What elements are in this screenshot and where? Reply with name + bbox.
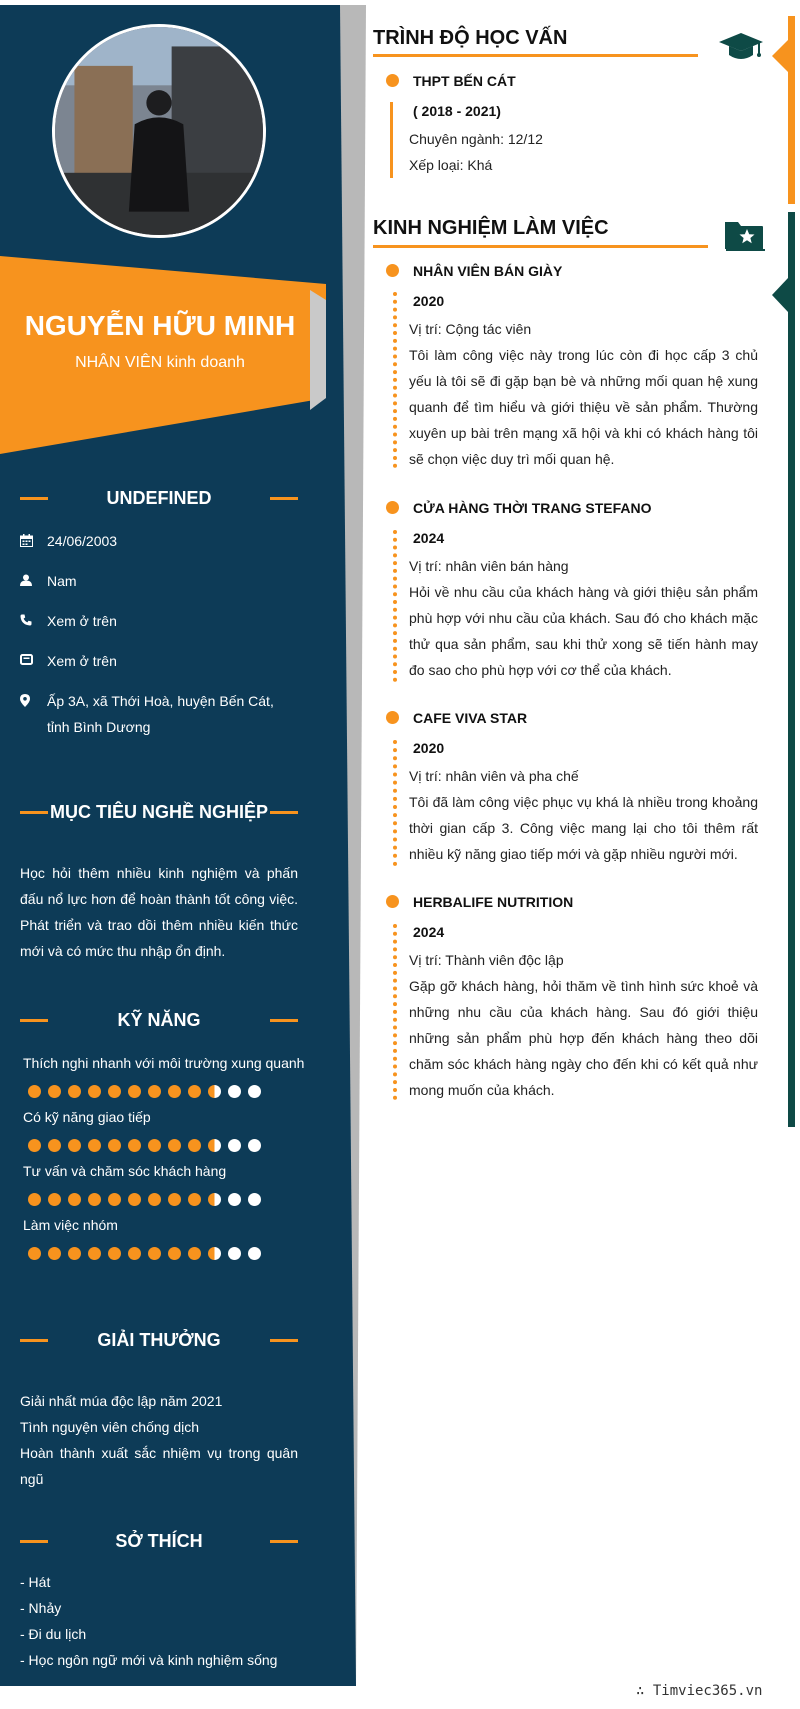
rating-dot <box>48 1139 61 1152</box>
rating-dot <box>248 1139 261 1152</box>
rating-dot <box>228 1193 241 1206</box>
heading-dash <box>20 497 48 500</box>
rating-dot <box>68 1193 81 1206</box>
rating-dot <box>128 1139 141 1152</box>
contact-heading-text: UNDEFINED <box>106 487 212 508</box>
experience-year: 2020 <box>413 293 445 309</box>
timeline-dots <box>393 292 397 468</box>
rating-dot <box>128 1193 141 1206</box>
rating-dot <box>28 1085 41 1098</box>
hobby-item: - Học ngôn ngữ mới và kinh nghiệm sống <box>20 1652 278 1668</box>
award-item: Tình nguyện viên chống dịch <box>20 1419 200 1435</box>
awards-heading <box>20 1328 298 1352</box>
rating-dot <box>88 1139 101 1152</box>
objective-heading-text: MỤC TIÊU NGHỀ NGHIỆP <box>49 801 268 822</box>
rating-dot <box>88 1193 101 1206</box>
heading-dash <box>270 1339 298 1342</box>
rating-dot <box>28 1139 41 1152</box>
timeline-dots <box>393 924 397 1100</box>
experience-company: NHÂN VIÊN BÁN GIÀY <box>413 263 563 279</box>
skill-rating <box>28 1193 261 1206</box>
heading-dash <box>20 1019 48 1022</box>
skill-rating <box>28 1085 261 1098</box>
timeline-bullet <box>386 895 399 908</box>
experience-description: Tôi làm công việc này trong lúc còn đi học cấp 3 chủ yếu là tôi sẽ đi gặp bạn bè và những mối quan hệ xung quanh để tìm hiểu và giới thiệu về sản phẩm. Thường xuyên up bài trên mạng xã hội và khi có khách hàng tôi sẽ chọn việc duy trì mối quan hệ. <box>409 347 758 467</box>
hobbies-heading-text: SỞ THÍCH <box>115 1530 203 1551</box>
heading-dash <box>20 811 48 814</box>
rating-dot <box>88 1085 101 1098</box>
education-major: Chuyên ngành: 12/12 <box>409 131 543 147</box>
experience-position: Vị trí: nhân viên và pha chế <box>409 768 579 784</box>
gender-text: Nam <box>47 573 77 589</box>
rating-dot <box>68 1247 81 1260</box>
education-grade: Xếp loại: Khá <box>409 157 493 173</box>
skill-rating <box>28 1139 261 1152</box>
rating-dot <box>248 1193 261 1206</box>
hobby-item: - Nhảy <box>20 1600 62 1616</box>
objective-heading <box>20 800 298 824</box>
rating-dot <box>48 1193 61 1206</box>
profile-photo <box>52 24 266 238</box>
rating-dot <box>108 1193 121 1206</box>
heading-dash <box>270 811 298 814</box>
rating-dot <box>108 1139 121 1152</box>
skill-name: Thích nghi nhanh với môi trường xung quanh <box>23 1055 305 1071</box>
rating-dot <box>148 1139 161 1152</box>
experience-year: 2020 <box>413 740 445 756</box>
candidate-role: NHÂN VIÊN kinh doanh <box>75 354 245 371</box>
experience-year: 2024 <box>413 530 445 546</box>
rating-dot <box>68 1139 81 1152</box>
green-right-notch <box>772 278 788 312</box>
heading-dash <box>20 1540 48 1543</box>
calendar-icon <box>20 528 47 554</box>
heading-dash <box>270 497 298 500</box>
education-heading: TRÌNH ĐỘ HỌC VẤN <box>373 27 568 49</box>
award-item: Giải nhất múa độc lập năm 2021 <box>20 1393 223 1409</box>
heading-dash <box>270 1540 298 1543</box>
graduation-cap-icon <box>719 33 763 63</box>
banner-shadow <box>310 290 326 410</box>
experience-company: HERBALIFE NUTRITION <box>413 894 574 910</box>
orange-right-bar <box>788 16 795 204</box>
rating-dot <box>88 1247 101 1260</box>
rating-dot <box>168 1247 181 1260</box>
experience-description: Hỏi về nhu cầu của khách hàng và giới thiệu sản phẩm phù hợp với nhu cầu của khách. Sau đó cho khách mặc thử qua sản phẩm, sau khi thử xong sẽ tiến hành may đo sao cho phù hợp với cơ thể của khách. <box>409 584 758 678</box>
experience-position: Vị trí: nhân viên bán hàng <box>409 558 569 574</box>
phone-icon <box>20 608 47 634</box>
email-icon <box>20 648 47 674</box>
rating-dot <box>108 1085 121 1098</box>
folder-star-icon <box>725 219 765 251</box>
rating-dot <box>188 1085 201 1098</box>
timeline-dots <box>393 740 397 866</box>
award-item: Hoàn thành xuất sắc nhiệm vụ trong quân ngũ <box>20 1445 298 1487</box>
phone-text: Xem ở trên <box>47 613 117 629</box>
contact-phone <box>20 608 300 634</box>
skill-rating <box>28 1247 261 1260</box>
location-icon <box>20 688 47 740</box>
skill-name: Làm việc nhóm <box>23 1217 118 1233</box>
orange-right-notch <box>772 40 788 72</box>
rating-dot <box>168 1139 181 1152</box>
rating-dot <box>208 1085 221 1098</box>
hobby-item: - Đi du lịch <box>20 1626 87 1642</box>
experience-position: Vị trí: Cộng tác viên <box>409 321 532 337</box>
rating-dot <box>228 1085 241 1098</box>
skills-heading-text: KỸ NĂNG <box>117 1009 201 1030</box>
timeline-line <box>390 102 393 178</box>
person-icon <box>20 568 47 594</box>
rating-dot <box>128 1247 141 1260</box>
experience-description: Gặp gỡ khách hàng, hỏi thăm về tình hình sức khoẻ và những nhu cầu của khách hàng. Sau đó giới thiệu những sản phẩm phù hợp đến khách hàng theo dõi chăm sóc khách hàng ngày cho đến khi có kết quả như mong muốn của khách. <box>409 978 758 1098</box>
candidate-name: NGUYỄN HỮU MINH <box>24 310 296 341</box>
timeline-bullet <box>386 74 399 87</box>
timeline-dots <box>393 530 397 682</box>
timeline-bullet <box>386 501 399 514</box>
rating-dot <box>48 1247 61 1260</box>
rating-dot <box>248 1085 261 1098</box>
education-underline <box>373 54 698 57</box>
rating-dot <box>108 1247 121 1260</box>
timeline-bullet <box>386 711 399 724</box>
contact-email <box>20 648 300 674</box>
rating-dot <box>188 1247 201 1260</box>
experience-description: Tôi đã làm công việc phục vụ khá là nhiều trong khoảng thời gian cấp 3. Công việc mang lại cho tôi thêm rất nhiều kỹ năng giao tiếp mới và gặp nhiều người mới. <box>409 794 758 862</box>
contact-gender <box>20 568 300 594</box>
green-right-bar <box>788 212 795 1127</box>
rating-dot <box>148 1193 161 1206</box>
experience-underline <box>373 245 708 248</box>
contact-address <box>20 688 300 740</box>
rating-dot <box>188 1193 201 1206</box>
skill-name: Tư vấn và chăm sóc khách hàng <box>23 1163 227 1179</box>
experience-year: 2024 <box>413 924 445 940</box>
heading-dash <box>20 1339 48 1342</box>
hobbies-heading <box>20 1529 298 1553</box>
rating-dot <box>148 1247 161 1260</box>
birthday-text: 24/06/2003 <box>47 533 118 549</box>
education-years: ( 2018 - 2021) <box>413 103 501 119</box>
rating-dot <box>208 1139 221 1152</box>
education-school: THPT BẾN CÁT <box>413 73 516 89</box>
rating-dot <box>248 1247 261 1260</box>
watermark: ∴ Timviec365.vn <box>636 1683 763 1699</box>
rating-dot <box>208 1193 221 1206</box>
rating-dot <box>28 1247 41 1260</box>
timeline-bullet <box>386 264 399 277</box>
objective-text: Học hỏi thêm nhiều kinh nghiệm và phấn đấu nổ lực hơn để hoàn thành tốt công việc. Phát triển và trao dồi thêm nhiều kiến thức mới và có mức thu nhập ổn định. <box>20 865 298 959</box>
rating-dot <box>168 1193 181 1206</box>
rating-dot <box>208 1247 221 1260</box>
rating-dot <box>148 1085 161 1098</box>
skills-heading <box>20 1008 298 1032</box>
rating-dot <box>188 1139 201 1152</box>
experience-heading: KINH NGHIỆM LÀM VIỆC <box>373 217 609 239</box>
contact-birthday <box>20 528 300 554</box>
person-photo-icon <box>55 27 263 235</box>
email-text: Xem ở trên <box>47 653 117 669</box>
rating-dot <box>128 1085 141 1098</box>
experience-company: CAFE VIVA STAR <box>413 710 528 726</box>
rating-dot <box>228 1247 241 1260</box>
address-text: Ấp 3A, xã Thới Hoà, huyện Bến Cát, tỉnh Bình Dương <box>47 693 274 735</box>
rating-dot <box>168 1085 181 1098</box>
rating-dot <box>228 1139 241 1152</box>
experience-company: CỬA HÀNG THỜI TRANG STEFANO <box>413 500 652 516</box>
rating-dot <box>28 1193 41 1206</box>
contact-heading <box>20 486 298 510</box>
skill-name: Có kỹ năng giao tiếp <box>23 1109 151 1125</box>
rating-dot <box>68 1085 81 1098</box>
heading-dash <box>270 1019 298 1022</box>
rating-dot <box>48 1085 61 1098</box>
hobby-item: - Hát <box>20 1574 51 1590</box>
awards-heading-text: GIẢI THƯỞNG <box>97 1329 221 1350</box>
experience-position: Vị trí: Thành viên độc lập <box>409 952 564 968</box>
